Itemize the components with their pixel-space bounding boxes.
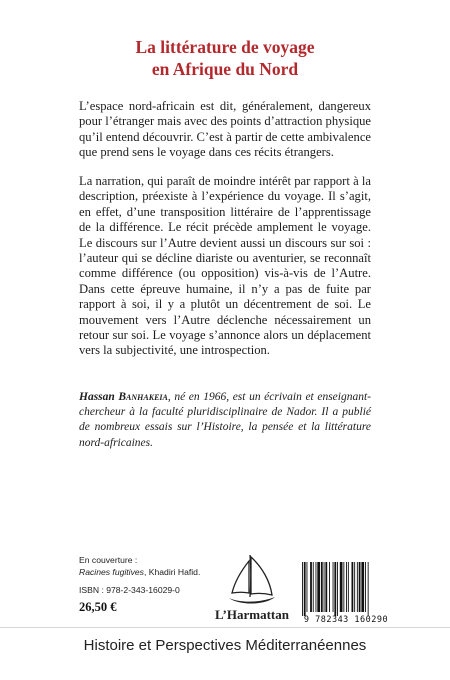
collection-name: Histoire et Perspectives Méditerranéennes [83,637,367,654]
barcode-icon [300,562,392,618]
author-name [79,391,168,403]
author-bio [79,390,371,451]
cover-artwork-title: Racines fugitives [79,567,144,577]
cover-credit-label: En couverture : [79,555,138,565]
footer-divider [0,627,450,628]
summary-paragraph-2: La narration, qui paraît de moindre intérêt par rapport à la description, préexiste à l’expérience du voyage. Il s’agit, en effet, d’une transposition littéraire de l’apprentissage de la différence. Le récit précède amplement le voyage. Le discours sur l’Autre devient aussi un discours sur soi : l’auteur qui se décline diariste ou aventurier, se reconnaît comme différence (ou opposition) vis-à-vis de l’Autre. Dans cette épreuve humaine, il n’y a pas de fuite par rapport à soi, il y a plutôt un décentrement de soi. Le mouvement vers l’Autre déclenche nécessairement un retour sur soi. Le voyage s’annonce alors un déplacement vers la subjectivité, une introspection. [79,174,371,358]
book-title-line-1: La littérature de voyage [135,37,315,57]
cover-artist: , Khadiri Hafid. [143,567,201,577]
barcode-number: 9 782343 160290 [303,615,389,625]
author-first-name: Hassan [79,391,119,403]
author-last-name: Banhakeia [118,391,168,403]
cover-credit [79,554,239,578]
isbn: ISBN : 978-2-343-16029-0 [79,585,180,595]
price: 26,50 € [79,600,117,614]
summary-paragraph-1: L’espace nord-africain est dit, généralement, dangereux pour l’étranger mais avec des points d’attraction physique qu’il entend découvrir. C’est à partir de cette ambivalence que prend sens le voyage dans ces récits étrangers. [79,99,372,160]
book-title [40,36,410,80]
book-title-line-2: en Afrique du Nord [151,59,299,79]
publisher-name: L’Harmattan [215,607,289,622]
author-bio-text: , né en 1966, est un écrivain et enseignant-chercheur à la faculté pluridisciplinaire de Nador. Il a publié de nombreux essais sur l’Histoire, la pensée et la littérature nord-africaines. [79,391,371,449]
cover-credit-line [79,566,239,578]
